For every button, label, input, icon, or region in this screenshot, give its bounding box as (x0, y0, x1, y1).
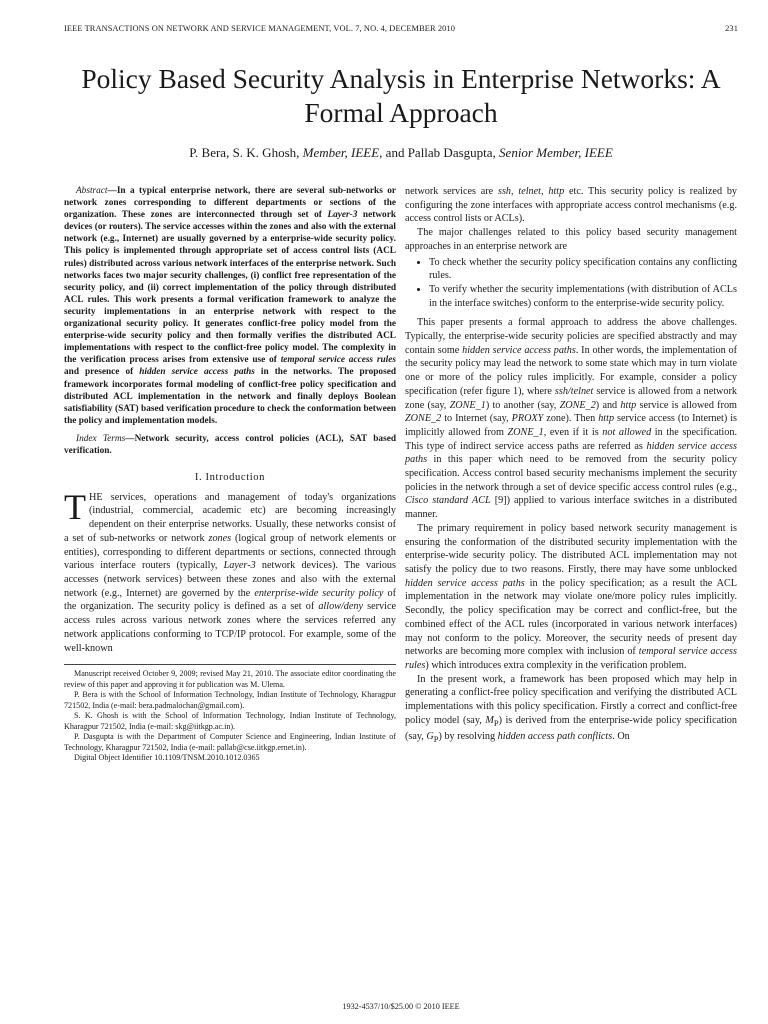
body-text: , (541, 186, 549, 197)
body-paragraph: The major challenges related to this policy based security management approaches in an enterprise network are (405, 227, 737, 252)
footnote-manuscript: Manuscript received October 9, 2009; revised May 21, 2010. The associate editor coordinating the review of this paper and approving it for publication was M. Ulema. (64, 669, 396, 689)
body-em: PROXY (511, 413, 544, 425)
body-text: ) is derived from the enterprise-wide policy specification (say, (405, 714, 737, 743)
body-em: temporal service access rules (405, 646, 737, 671)
body-em: Layer-3 (223, 560, 256, 572)
body-text: network services are (405, 186, 498, 197)
body-text: ) and (595, 399, 621, 411)
body-em: hidden service access paths (405, 577, 525, 589)
body-text: service access rules across various network zones where the services referred any network applications conforming to TCP/IP protocol. For example, some of the well-known (64, 601, 396, 654)
body-em: hidden service access paths (405, 440, 737, 466)
footnote-doi: Digital Object Identifier 10.1109/TNSM.2010.1012.0365 (74, 753, 260, 763)
footnotes (64, 664, 396, 764)
index-terms-label: Index Terms (76, 433, 126, 444)
body-text: , even if it is (543, 426, 603, 438)
math-symbol: G (426, 731, 434, 743)
body-em: http (620, 399, 637, 411)
abstract-label: Abstract (76, 186, 108, 196)
body-text: (logical group of network elements or entities), corresponding to different departments or sections, connected through various interface routers (typically, (64, 532, 396, 572)
math-subscript: P (433, 734, 439, 745)
body-text: ) by resolving (438, 731, 498, 743)
body-em: zones (208, 532, 232, 544)
journal-line: IEEE TRANSACTIONS ON NETWORK AND SERVICE MANAGEMENT, VOL. 7, NO. 4, DECEMBER 2010 (64, 24, 456, 33)
abstract-em: Layer-3 (327, 210, 358, 221)
body-text: . In other words, the implementation of the security policy may lead the network to some state which may in turn violate one or more of the policy rules implicitly. For example, consider a policy specification (refer figure 1), where (405, 344, 737, 397)
body-em: ZONE_2 (405, 413, 442, 425)
body-em: http (598, 413, 615, 425)
body-text: This paper presents a formal approach to address the above challenges. Typically, the enterprise-wide security policies are specified abstractly and may contain some (405, 317, 737, 356)
body-text: of the organization. The security policy is defined as a set of (64, 587, 396, 613)
body-paragraph (405, 316, 737, 522)
list-item: • To check whether the security policy specification contains any conflicting rules. (429, 256, 737, 283)
body-text: zone). Then (543, 413, 599, 425)
author-names-2: , and Pallab Dasgupta, (379, 145, 500, 160)
body-em: Cisco standard ACL (405, 495, 491, 507)
author-line (64, 145, 738, 161)
body-paragraph (405, 673, 737, 748)
author-role-2: Senior Member, IEEE (499, 145, 613, 160)
abstract-text: network devices (or routers). The service accesses within the zones and also with the external network (e.g., Internet) are usually governed by a enterprise-wide security policy. This policy is implemented through appropriate set of access control lists (ACL rules) distributed across various network interfaces of the enterprise network. Such networks faces two major security challenges, (i) conflict free representation of the security policy, and (ii) correct implementation of the policy through distributed ACL rules. This work presents a formal verification framework to analyze the security implementations in an enterprise network with respect to the organizational security policy. It generates conflict-free policy model from the enterprise-wide security policy and then formally verifies the distributed ACL implementations with respect to the conflict-free policy model. The complexity in the verification process arises from extensive use of (64, 210, 396, 366)
abstract-em: temporal service access rules (280, 355, 396, 366)
body-text: in the specification. This type of indirect service access paths are referred as (405, 426, 737, 452)
abstract-text: —In a typical enterprise network, there are several sub-networks or network zones corresponding to different departments or sections of the organization. These zones are interconnected through set of (64, 186, 396, 221)
abstract-text: and presence of (64, 367, 140, 378)
body-text: In the present work, a framework has been proposed which may help in generating a conflict-free policy specification and verifying the distributed ACL implementations with this policy specification. Firstly a correct and conflict-free policy model (say, (405, 673, 737, 726)
copyright-line: 1932-4537/10/$25.00 © 2010 IEEE (342, 1002, 460, 1011)
running-head (64, 24, 738, 33)
right-column (405, 185, 737, 747)
body-paragraph (405, 522, 737, 673)
body-em: ZONE_1 (507, 426, 544, 438)
index-terms-text: —Network security, access control policies (ACL), SAT based verification. (64, 433, 396, 456)
body-text: service is allowed from a network zone (say, (405, 385, 737, 411)
body-text: The primary requirement in policy based network security management is ensuring the conformation of the distributed security implementation with the enterprise-wide security policy. The distributed ACL implementation may not satisfy the policy due to two reasons. Firstly, there may have some unblocked (405, 522, 737, 575)
body-text: to Internet (say, (441, 413, 512, 425)
math-symbol: M (485, 714, 494, 726)
body-em: not allowed (602, 426, 652, 438)
body-text: ) which introduces extra complexity in the verification problem. (425, 659, 687, 671)
body-text: [9]) applied to various interface switches in a distributed manner. (405, 495, 737, 521)
body-em: hidden service access paths (462, 344, 576, 356)
body-text: etc. This security policy is realized by configuring the zone interfaces with appropriate access control mechanisms (e.g. access control lists or ACLs). (405, 186, 738, 225)
body-em: http (548, 186, 565, 197)
abstract (64, 185, 396, 427)
body-em: telnet (518, 186, 542, 197)
list-item: • To verify whether the security implementations (with distribution of ACLs in the interface switches) conform to the enterprise-wide security policy. (429, 283, 737, 310)
index-terms (64, 433, 396, 457)
body-text: in the policy specification; as a result the ACL implementation in the network may violate one/more policy rules implicitly. Secondly, the policy specification may be correct and conflict-free, but the combined effect of the ACL rules (incorporated in various network interfaces) may not conform to the policy. Moreover, the security needs of present day networks are becoming more complex with inclusion of (405, 577, 737, 658)
footnote-author-3: P. Dasgupta is with the Department of Computer Science and Engineering, Indian Institute of Technology, Kharagpur 721502, India (e-mail: pallab@cse.iitkgp.ernet.in). (64, 732, 396, 752)
body-text: ) to another (say, (485, 399, 560, 411)
body-text: network devices). The various accesses (network services) between these zones and also with the external network (e.g., Internet) are governed by the (64, 560, 396, 599)
footnote-author-2: S. K. Ghosh is with the School of Information Technology, Indian Institute of Technology, Kharagpur 721502, India (e-mail: skg@iitkgp.ac.in). (64, 711, 396, 731)
abstract-em: hidden service access paths (139, 367, 255, 378)
math-subscript: P (493, 717, 499, 728)
body-text: service access (to Internet) is implicitly allowed from (405, 413, 738, 438)
body-paragraph (405, 185, 737, 226)
body-text: HE services, operations and management of today's organizations (industrial, commercial, academic etc) are becoming increasingly dependent on their enterprise networks. Usually, these networks consist of a set of sub-networks or network (64, 491, 396, 544)
page-number: 231 (725, 24, 738, 33)
footnote-author-1: P. Bera is with the School of Information Technology, Indian Institute of Technology, Kharagpur 721502, India (e-mail: bera.padmalochan@gmail.com). (64, 690, 396, 710)
paper-title: Policy Based Security Analysis in Enterprise Networks: A Formal Approach (81, 63, 721, 128)
body-em: ZONE_2 (559, 399, 596, 411)
body-text: in this paper which need to be removed from the security policy specification. Access control based security mechanisms implement the security policies in the network through a set of device specific access control rules (e.g., (405, 454, 737, 493)
body-text: , (511, 186, 519, 197)
author-role-1: Member, IEEE (302, 145, 380, 160)
body-em: ZONE_1 (449, 399, 486, 411)
section-heading: I. Introduction (194, 472, 266, 484)
body-em: hidden access path conflicts (497, 731, 613, 743)
body-em: ssh (498, 186, 512, 197)
body-em: enterprise-wide security policy (254, 587, 384, 599)
body-em: ssh/telnet (554, 385, 594, 397)
abstract-text: in the networks. The proposed framework incorporates formal modeling of conflict-free policy specification and distributed ACL implementation in the network and finally deploys Boolean satisfiability (SAT) based verification procedure to check the conformation between the policy and implementation models. (64, 367, 396, 426)
author-names-1: P. Bera, S. K. Ghosh, (189, 145, 303, 160)
challenge-list (405, 256, 737, 311)
body-em: allow/deny (318, 601, 364, 613)
body-text: service is allowed from (636, 399, 737, 411)
intro-paragraph (64, 486, 396, 655)
drop-cap: T (64, 486, 86, 527)
left-column (64, 185, 396, 764)
body-text: . On (612, 731, 630, 743)
